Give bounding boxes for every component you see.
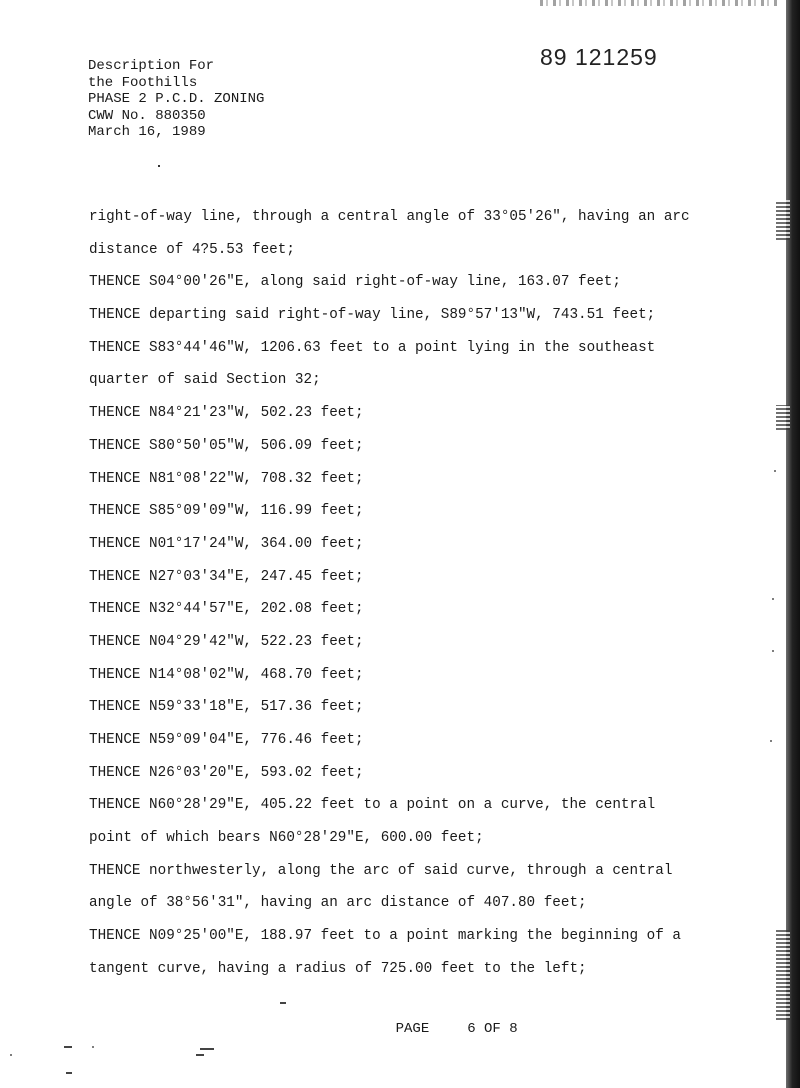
page-footer	[362, 1005, 518, 1053]
scan-mark	[66, 1072, 72, 1074]
body-line: THENCE N14°08'02"W, 468.70 feet;	[89, 666, 364, 683]
header-line: the Foothills	[88, 74, 198, 91]
document-number: 89 121259	[540, 44, 658, 70]
scan-mark	[772, 650, 774, 652]
legal-description-body	[89, 204, 769, 989]
body-line: THENCE S80°50'05"W, 506.09 feet;	[89, 437, 364, 454]
header-line: PHASE 2 P.C.D. ZONING	[88, 91, 265, 107]
body-line: THENCE N26°03'20"E, 593.02 feet;	[89, 764, 364, 781]
scan-edge-right	[786, 0, 800, 1088]
header-line: Description For	[88, 58, 215, 74]
header-line: CWW No. 880350	[88, 107, 206, 124]
body-line: THENCE northwesterly, along the arc of said curve, through a central	[89, 862, 673, 879]
body-line: tangent curve, having a radius of 725.00 feet to the left;	[89, 960, 587, 977]
body-line: point of which bears N60°28'29"E, 600.00 feet;	[89, 830, 484, 847]
scan-mark	[92, 1046, 94, 1048]
scan-speck	[776, 405, 790, 430]
body-line: THENCE N59°33'18"E, 517.36 feet;	[89, 699, 364, 716]
body-line: right-of-way line, through a central angle of 33°05'26", having an arc	[89, 209, 690, 225]
description-header	[88, 58, 264, 141]
body-line: THENCE N01°17'24"W, 364.00 feet;	[89, 535, 364, 552]
body-line: THENCE N84°21'23"W, 502.23 feet;	[89, 405, 364, 422]
scan-mark	[200, 1048, 214, 1050]
body-line: angle of 38°56'31", having an arc distance of 407.80 feet;	[89, 895, 587, 912]
body-line: THENCE N60°28'29"E, 405.22 feet to a point on a curve, the central	[89, 797, 656, 814]
header-line: March 16, 1989	[88, 124, 206, 140]
page-label: PAGE	[395, 1021, 430, 1037]
scan-speck	[776, 930, 790, 1020]
body-line: THENCE N32°44'57"E, 202.08 feet;	[89, 601, 364, 618]
body-line: THENCE N59°09'04"E, 776.46 feet;	[89, 732, 364, 748]
body-line: distance of 4?5.53 feet;	[89, 241, 295, 258]
body-line: quarter of said Section 32;	[89, 372, 321, 389]
scan-noise-top	[540, 0, 780, 6]
body-line: THENCE departing said right-of-way line, S89°57'13"W, 743.51 feet;	[89, 307, 656, 324]
scan-mark	[196, 1054, 204, 1056]
scan-mark	[158, 165, 160, 167]
scan-mark	[64, 1046, 72, 1048]
body-line: THENCE S04°00'26"E, along said right-of-way line, 163.07 feet;	[89, 274, 621, 291]
body-line: THENCE S85°09'09"W, 116.99 feet;	[89, 503, 364, 520]
body-line: THENCE S83°44'46"W, 1206.63 feet to a point lying in the southeast	[89, 339, 656, 356]
scan-mark	[770, 740, 772, 742]
body-line: THENCE N81°08'22"W, 708.32 feet;	[89, 470, 364, 487]
body-line: THENCE N04°29'42"W, 522.23 feet;	[89, 633, 364, 650]
scan-mark	[10, 1054, 12, 1056]
body-line: THENCE N09°25'00"E, 188.97 feet to a point marking the beginning of a	[89, 928, 681, 945]
scan-speck	[776, 200, 790, 240]
scan-mark	[774, 470, 776, 472]
scan-mark	[280, 1002, 286, 1004]
page-number: 6 OF 8	[467, 1021, 518, 1037]
scan-mark	[772, 598, 774, 600]
body-line: THENCE N27°03'34"E, 247.45 feet;	[89, 568, 364, 585]
